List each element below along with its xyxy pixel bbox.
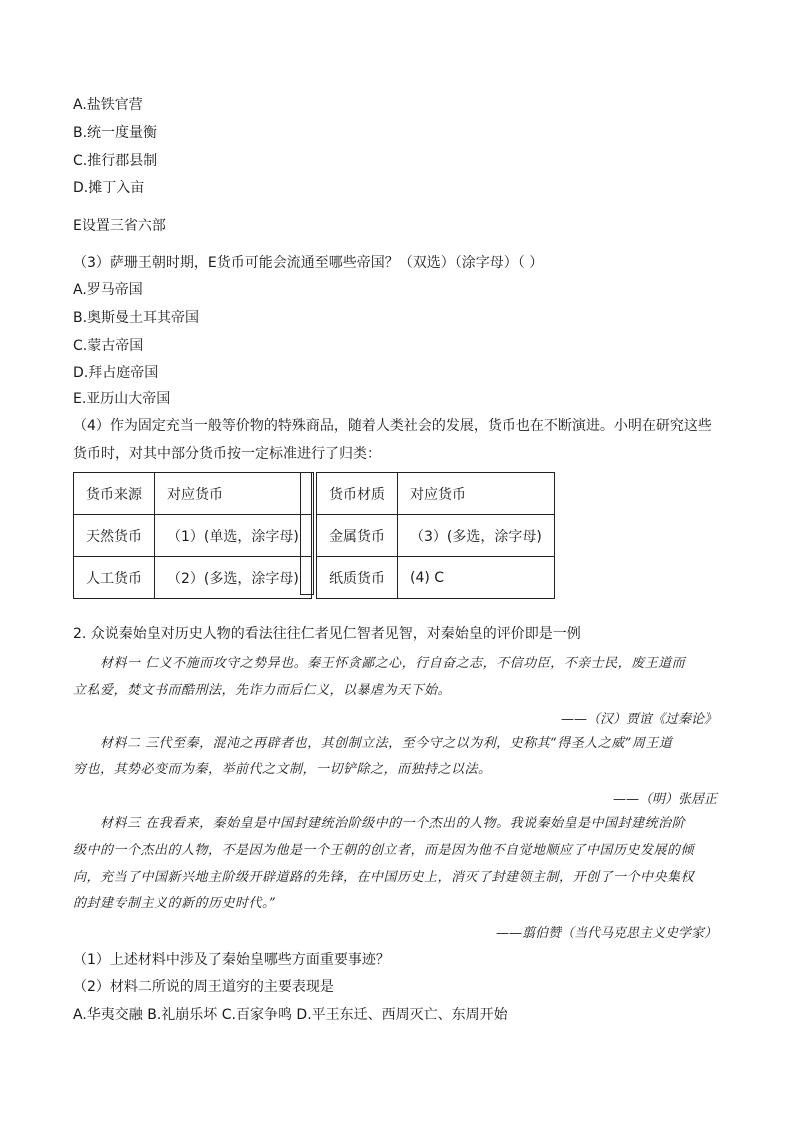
q3-stem: （3）萨珊王朝时期，E货币可能会流通至哪些帝国？（双选）（涂字母）（ ）	[73, 255, 544, 271]
material-2-line2: 穷也，其势必变而为秦，举前代之文制，一切铲除之，而独持之以法。	[73, 762, 492, 777]
q3-option-e: E.亚历山大帝国	[73, 391, 171, 407]
q3-option-c: C.蒙古帝国	[73, 338, 144, 354]
q1-option-d: D.摊丁入亩	[73, 180, 145, 196]
table-cell: （1）(单选，涂字母)	[155, 515, 312, 557]
material-2-source: ——（明）张居正	[612, 792, 717, 807]
table-header: 货币来源	[74, 473, 155, 515]
table-cell: (4) C	[398, 557, 555, 599]
table-cell: 人工货币	[74, 557, 155, 599]
material-2-line1: 材料二 三代至秦，混沌之再辟者也，其创制立法，至今守之以为利，史称其“得圣人之威”周王道	[100, 736, 673, 751]
material-1-source: ——（汉）贾谊《过秦论》	[560, 712, 717, 727]
table-cell: （3）(多选，涂字母)	[398, 515, 555, 557]
q1-option-c: C.推行郡县制	[73, 153, 158, 169]
q3-option-b: B.奥斯曼土耳其帝国	[73, 310, 200, 326]
table-header: 对应货币	[398, 473, 555, 515]
table-cell: 纸质货币	[317, 557, 398, 599]
q1-option-e: E设置三省六部	[73, 218, 166, 234]
table-header: 货币材质	[317, 473, 398, 515]
material-1-line2: 立私爱，焚文书而酷刑法，先诈力而后仁义，以暴虐为天下始。	[73, 683, 452, 698]
q2-stem: 2. 众说秦始皇对历史人物的看法往往仁者见仁智者见智，对秦始皇的评价即是一例	[73, 626, 581, 642]
q1-option-b: B.统一度量衡	[73, 125, 158, 141]
material-3-line1: 材料三 在我看来，秦始皇是中国封建统治阶级中的一个杰出的人物。我说秦始皇是中国封建统治阶	[100, 816, 686, 831]
material-1-line1: 材料一 仁义不施而攻守之势异也。秦王怀贪鄙之心，行自奋之志，不信功臣，不亲士民，废王道而	[100, 656, 686, 671]
material-3-line3: 向，充当了中国新兴地主阶级开辟道路的先锋，在中国历史上，消灭了封建领主制，开创了一个中央集权	[73, 870, 695, 885]
q2-sub2-options: A.华夷交融 B.礼崩乐坏 C.百家争鸣 D.平王东迁、西周灭亡、东周开始	[73, 1007, 508, 1023]
material-3-source: ——翦伯赞（当代马克思主义史学家）	[495, 926, 717, 941]
table-header: 对应货币	[155, 473, 312, 515]
table-cell: 金属货币	[317, 515, 398, 557]
q3-option-a: A.罗马帝国	[73, 282, 143, 298]
material-3-line4: 的封建专制主义的新的历史时代。”	[73, 896, 277, 911]
q4-stem-line2: 货币时，对其中部分货币按一定标准进行了归类：	[73, 446, 381, 462]
table-divider	[300, 472, 314, 595]
currency-source-table	[73, 472, 312, 599]
q2-sub1: （1）上述材料中涉及了秦始皇哪些方面重要事迹？	[73, 952, 390, 968]
currency-material-table	[316, 472, 555, 599]
q3-option-d: D.拜占庭帝国	[73, 365, 159, 381]
table-cell: 天然货币	[74, 515, 155, 557]
table-cell: （2）(多选，涂字母)	[155, 557, 312, 599]
q4-stem-line1: （4）作为固定充当一般等价物的特殊商品，随着人类社会的发展，货币也在不断演进。小明在研究这些	[73, 418, 712, 434]
q2-sub2: （2）材料二所说的周王道穷的主要表现是	[73, 979, 334, 995]
q1-option-a: A.盐铁官营	[73, 97, 143, 113]
material-3-line2: 级中的一个杰出的人物，不是因为他是一个王朝的创立者，而是因为他不自觉地顺应了中国历史发展的倾	[73, 843, 695, 858]
